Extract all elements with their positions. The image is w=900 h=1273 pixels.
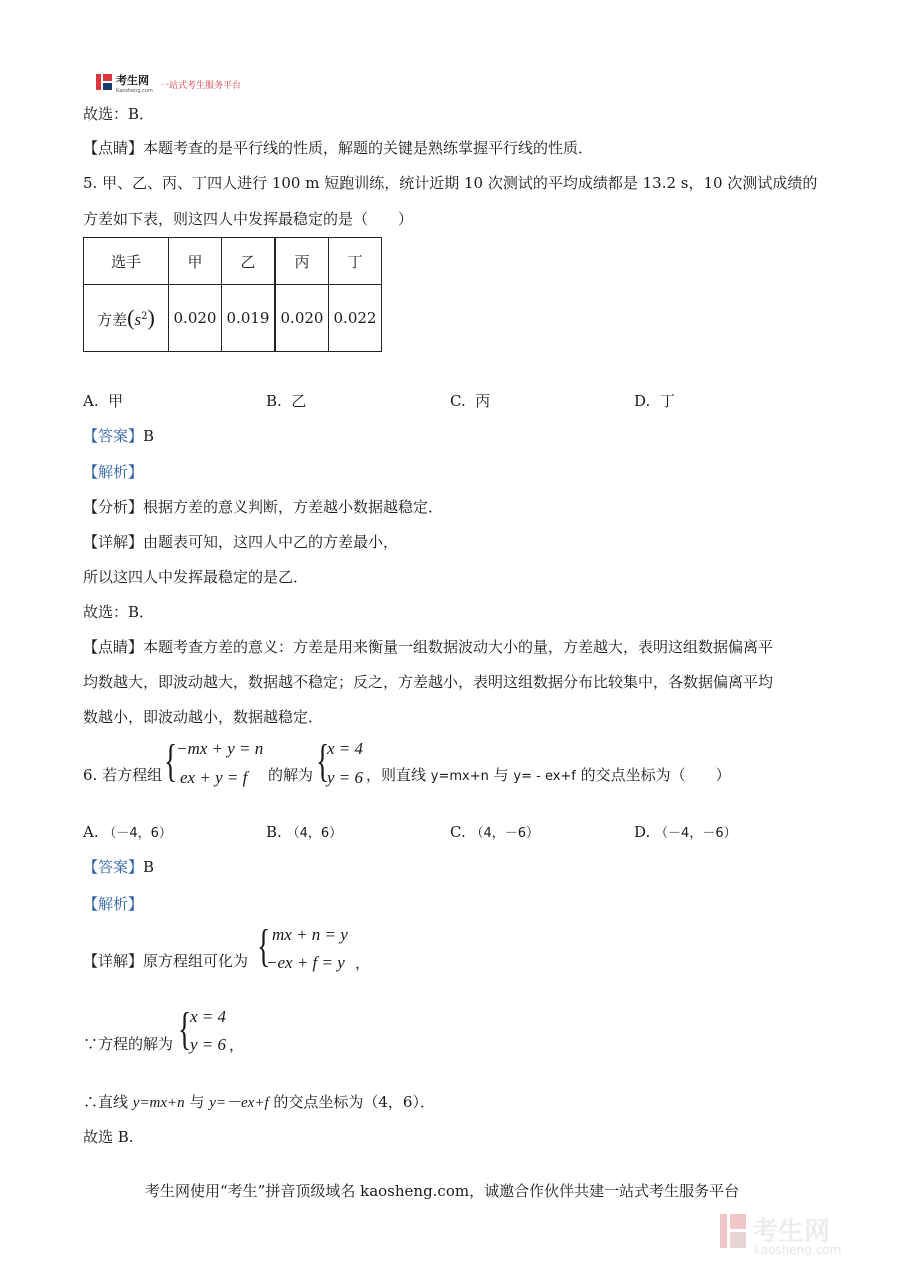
- q6-suffix-c: 的交点坐标为（ ）: [575, 766, 731, 784]
- q6-because: ∵方程的解为: [83, 1035, 174, 1053]
- q6-comma: ，: [355, 954, 371, 972]
- table-value-cell: 0.020: [169, 285, 222, 352]
- table-header-cell: 丙: [275, 238, 329, 285]
- q6-eq2: ex + y = f: [180, 768, 248, 787]
- q4-tip-label: 【点睛】: [83, 139, 144, 157]
- q6-line1: y=mx+n: [430, 769, 489, 784]
- q5-option-b: [266, 390, 306, 411]
- option-text: （－4，－6）: [655, 826, 737, 841]
- q5-fenxi: [83, 496, 443, 517]
- variance-table-value-row: [84, 285, 382, 352]
- answer-value: B: [143, 427, 155, 445]
- therefore-line1: y=mx+n: [132, 1095, 185, 1111]
- row-label-symbol: s: [134, 310, 142, 329]
- fenxi-label: 【分析】: [83, 498, 144, 516]
- q6-xiangjie: [83, 950, 248, 971]
- q6-comma2: ，: [229, 1036, 245, 1054]
- table-value-cell: 0.020: [275, 285, 329, 352]
- q6-line2: y= - ex+f: [513, 769, 576, 784]
- option-text: 甲: [108, 392, 124, 410]
- option-text: 丙: [475, 392, 491, 410]
- table-header-cell: 丁: [329, 238, 382, 285]
- option-letter: C.: [450, 823, 466, 841]
- q5-choice: 故选：B．: [83, 603, 155, 621]
- footer-text: 考生网使用“考生”拼音顶级域名 kaosheng.com，诚邀合作伙伴共建一站式考生服务平台: [145, 1182, 740, 1200]
- row-label-sup: 2: [141, 311, 148, 322]
- q6-therefore: [83, 1091, 435, 1112]
- xiangjie-text: 由题表可知，这四人中乙的方差最小，: [143, 533, 399, 551]
- q6-option-b: [266, 822, 342, 841]
- q5-option-a: [83, 390, 123, 411]
- q6-mid: 的解为: [268, 766, 314, 784]
- q5-option-d: [634, 390, 675, 411]
- xiangjie-text: 原方程组可化为: [143, 952, 249, 970]
- table-header-cell: 选手: [84, 238, 169, 285]
- q5-tip-line1: [83, 636, 773, 657]
- q6-because-brace: {: [178, 1003, 192, 1054]
- q6-answer: [83, 856, 154, 877]
- row-label-paren-close: ): [147, 305, 155, 330]
- q6-eq1: −mx + y = n: [176, 739, 264, 758]
- option-text: （4，6）: [286, 826, 343, 841]
- q4-choice: 故选：B．: [83, 105, 155, 123]
- watermark-en: kaosheng.com: [754, 1243, 842, 1257]
- q6-b-eq1: x = 4: [190, 1007, 227, 1026]
- logo-slogan: 一站式考生服务平台: [160, 81, 242, 91]
- q4-tip-text: 本题考查的是平行线的性质，解题的关键是熟练掌握平行线的性质．: [143, 139, 594, 157]
- option-letter: D.: [634, 823, 651, 841]
- q6-choice: 故选 B.: [83, 1128, 134, 1146]
- q5-analysis-label: 【解析】: [83, 463, 144, 481]
- tip-text: 本题考查方差的意义：方差是用来衡量一组数据波动大小的量，方差越大，表明这组数据偏离平: [143, 638, 774, 656]
- q6-suffix-b: 与: [488, 766, 514, 784]
- variance-table-header-row: [84, 238, 382, 285]
- q6-option-d: [634, 822, 737, 841]
- option-letter: B.: [266, 392, 282, 410]
- row-label-text: 方差: [97, 311, 128, 329]
- xiangjie-label: 【详解】: [83, 952, 144, 970]
- option-letter: C.: [450, 392, 466, 410]
- answer-label: 【答案】: [83, 427, 144, 445]
- option-text: 乙: [291, 392, 307, 410]
- table-row-label: [84, 285, 169, 352]
- option-text: 丁: [659, 392, 675, 410]
- logo-graphic: [96, 72, 256, 94]
- q6-rewrite-brace: {: [257, 920, 271, 971]
- therefore-prefix: ∴直线: [83, 1093, 133, 1111]
- q6-sol2: y = 6: [327, 768, 364, 787]
- table-header-cell: 甲: [169, 238, 222, 285]
- variance-table: [83, 237, 382, 352]
- q5-stem-line2: 方差如下表，则这四人中发挥最稳定的是（ ）: [83, 210, 414, 228]
- q5-xiangjie: [83, 531, 398, 552]
- therefore-line2: y=－ex+f: [209, 1095, 269, 1111]
- q5-tip-line3: 数越小，即波动越小，数据越稳定．: [83, 708, 324, 726]
- q4-tip: [83, 137, 593, 158]
- q6-b-eq2: y = 6: [190, 1035, 227, 1054]
- watermark-cn: 考生网: [752, 1217, 831, 1247]
- q5-option-c: [450, 390, 490, 411]
- q6-analysis-label: 【解析】: [83, 895, 144, 913]
- option-text: （4，－6）: [470, 826, 540, 841]
- watermark-graphic: [718, 1208, 878, 1258]
- therefore-suffix: 的交点坐标为（4，6）．: [268, 1093, 435, 1111]
- q5-conclusion: 所以这四人中发挥最稳定的是乙．: [83, 568, 309, 586]
- answer-value: B: [143, 858, 155, 876]
- fenxi-text: 根据方差的意义判断，方差越小数据越稳定．: [143, 498, 444, 516]
- option-text: （－4，6）: [103, 826, 172, 841]
- logo-sub: Kaosheng.com: [116, 88, 153, 94]
- q6-system-brace: {: [164, 735, 178, 786]
- q6-option-c: [450, 822, 539, 841]
- q6-prefix: 6. 若方程组: [83, 766, 163, 784]
- row-label-paren-open: (: [127, 305, 135, 330]
- q6-suffix: [366, 764, 731, 785]
- table-value-cell: 0.022: [329, 285, 382, 352]
- logo-text: 考生网: [116, 74, 149, 87]
- option-letter: B.: [266, 823, 282, 841]
- table-header-cell: 乙: [222, 238, 276, 285]
- q6-option-a: [83, 822, 172, 841]
- q5-tip-line2: 均数越大，即波动越大，数据越不稳定；反之，方差越小，表明这组数据分布比较集中，各数据偏离平均: [83, 673, 774, 691]
- q6-suffix-a: ，则直线: [366, 766, 431, 784]
- answer-label: 【答案】: [83, 858, 144, 876]
- q6-re-eq2: −ex + f = y: [266, 953, 345, 972]
- table-value-cell: 0.019: [222, 285, 276, 352]
- xiangjie-label: 【详解】: [83, 533, 144, 551]
- therefore-mid: 与: [184, 1093, 210, 1111]
- q6-sol1: x = 4: [327, 739, 364, 758]
- watermark: [718, 1208, 878, 1258]
- option-letter: A.: [83, 392, 99, 410]
- q6-re-eq1: mx + n = y: [272, 925, 348, 944]
- option-letter: A.: [83, 823, 99, 841]
- option-letter: D.: [634, 392, 651, 410]
- tip-label: 【点睛】: [83, 638, 144, 656]
- q5-stem-line1: 5. 甲、乙、丙、丁四人进行 100 m 短跑训练，统计近期 10 次测试的平均成绩都是 13.2 s，10 次测试成绩的: [83, 174, 818, 192]
- site-logo[interactable]: [96, 72, 256, 94]
- q5-answer: [83, 425, 154, 446]
- q6-solution-brace: {: [316, 735, 330, 786]
